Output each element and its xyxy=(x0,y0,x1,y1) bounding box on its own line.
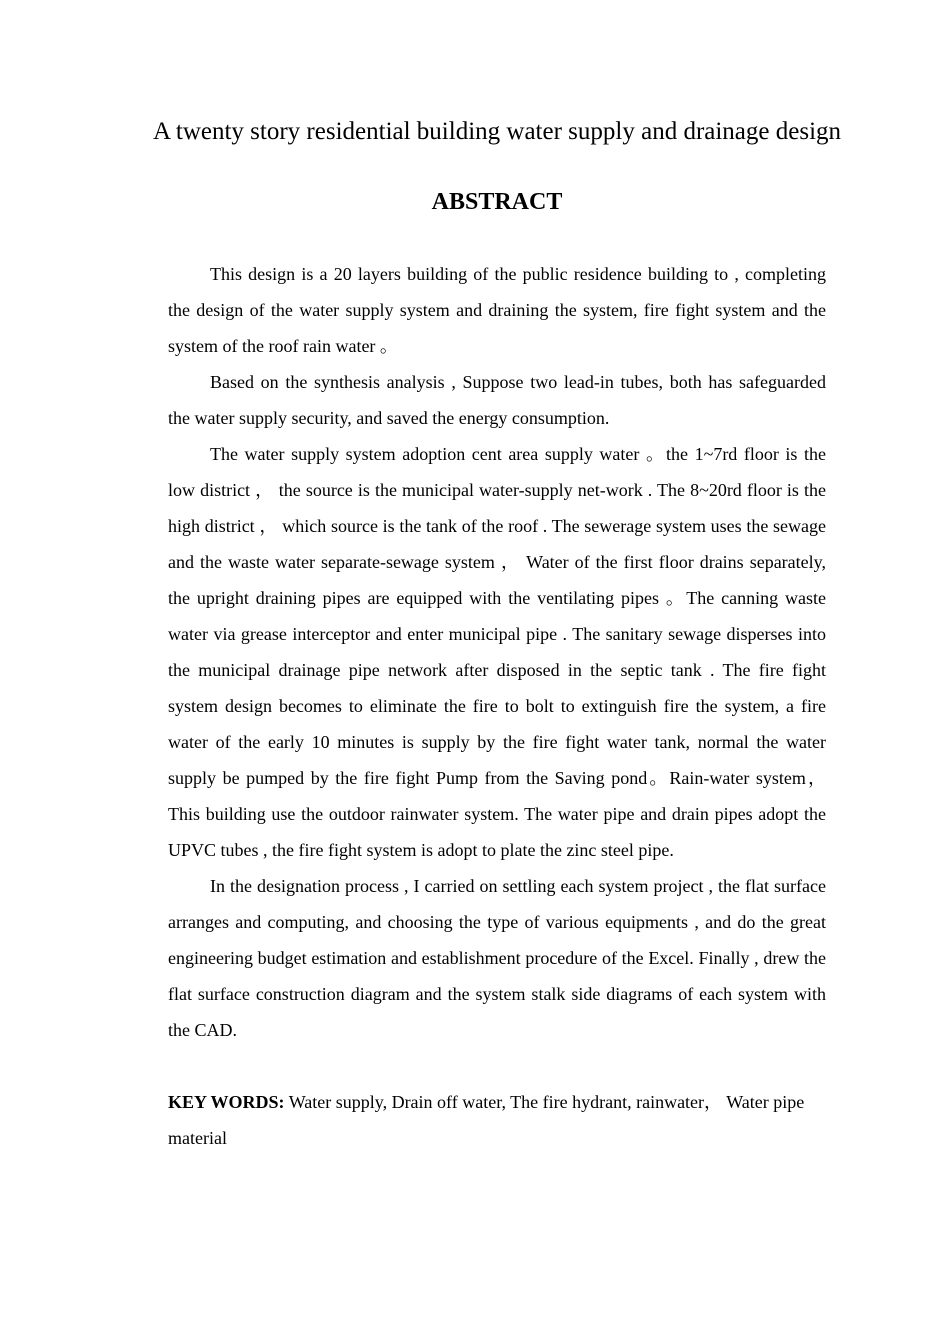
keywords-label: KEY WORDS: xyxy=(168,1092,285,1112)
document-page xyxy=(152,114,842,1156)
keywords-line xyxy=(168,1084,826,1156)
abstract-body xyxy=(168,256,826,1048)
document-title: A twenty story residential building water supply and drainage design xyxy=(152,118,842,145)
keywords-text: Water supply, Drain off water, The fire hydrant, rainwater， Water pipe material xyxy=(168,1092,805,1148)
abstract-paragraph: The water supply system adoption cent area supply water 。the 1~7rd floor is the low district ， the source is the municipal water-supply net-work . The 8~20rd floor is the high district ， which source is the tank of the roof . The sewerage system uses the sewage and the waste water separate-sewage system ， Water of the first floor drains separately, the upright draining pipes are equipped with the ventilating pipes 。The canning waste water via grease interceptor and enter municipal pipe . The sanitary sewage disperses into the municipal drainage pipe network after disposed in the septic tank . The fire fight system design becomes to eliminate the fire to bolt to extinguish fire the system, a fire water of the early 10 minutes is supply by the fire fight water tank, normal the water supply be pumped by the fire fight Pump from the Saving pond。Rain-water system， This building use the outdoor rainwater system. The water pipe and drain pipes adopt the UPVC tubes , the fire fight system is adopt to plate the zinc steel pipe. xyxy=(168,444,826,860)
abstract-paragraph: This design is a 20 layers building of the public residence building to , completing the design of the water supply system and draining the system, fire fight system and the system of the roof rain water 。 xyxy=(168,264,826,356)
abstract-heading: ABSTRACT xyxy=(431,189,563,215)
abstract-paragraph: In the designation process , I carried on settling each system project , the flat surface arranges and computing, and choosing the type of various equipments , and do the great engineering budget estimation and establishment procedure of the Excel. Finally , drew the flat surface construction diagram and the system stalk side diagrams of each system with the CAD. xyxy=(168,876,826,1040)
abstract-paragraph: Based on the synthesis analysis , Suppose two lead-in tubes, both has safeguarded the water supply security, and saved the energy consumption. xyxy=(168,372,826,428)
